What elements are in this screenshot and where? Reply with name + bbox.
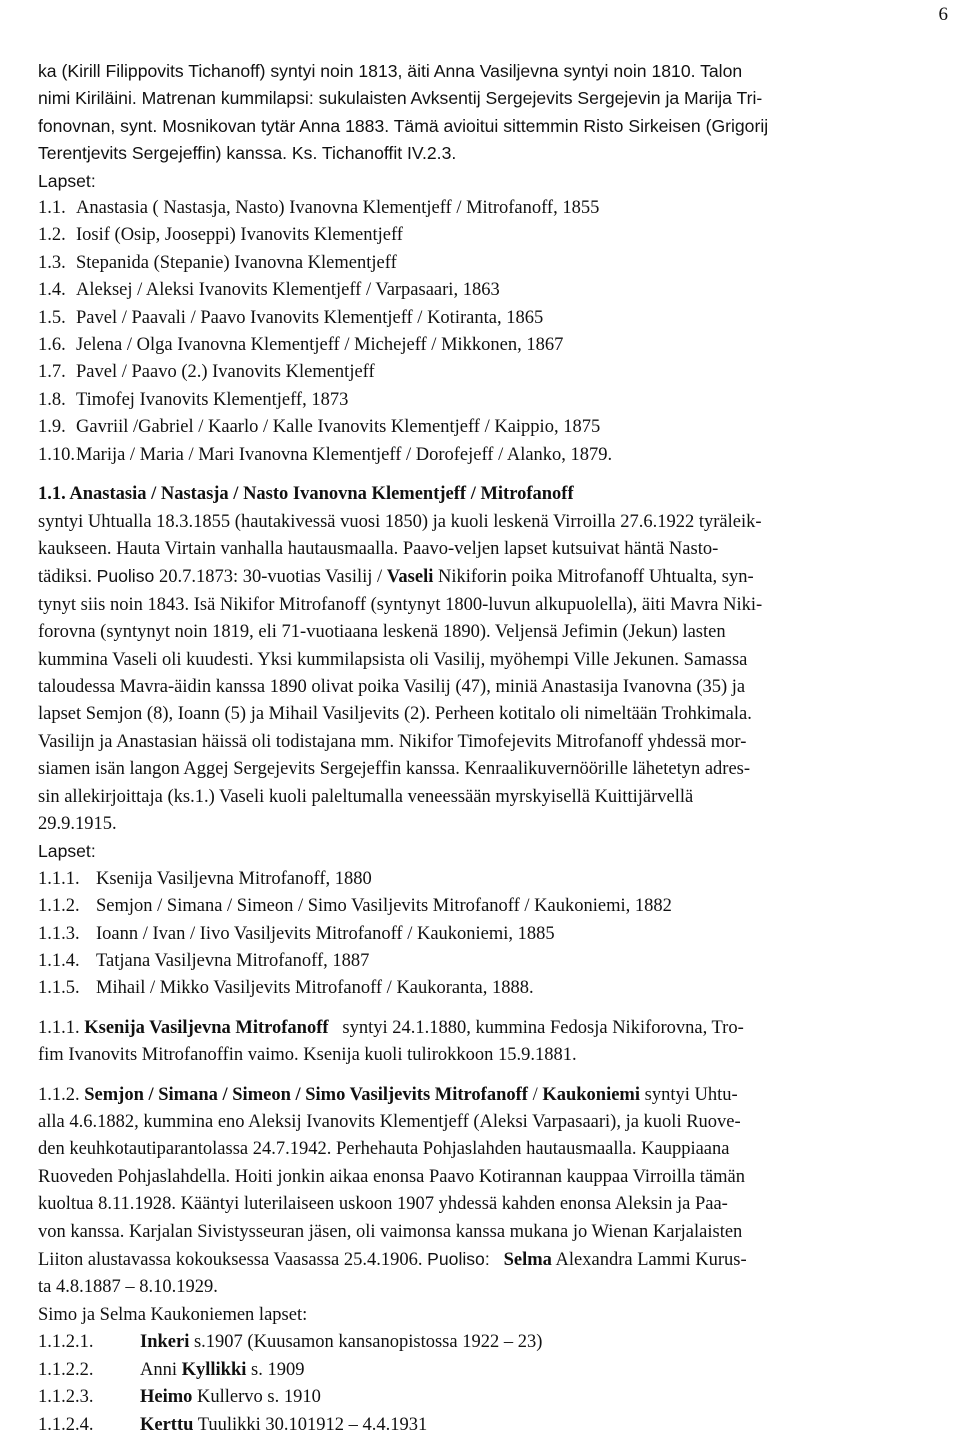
entry-text: syntyi 24.1.1880, kummina Fedosja Nikiforovna, Tro- [328,1017,744,1038]
item-text: Stepanida (Stepanie) Ivanovna Klementjeff [76,252,397,273]
item-text: Pavel / Paavali / Paavo Ivanovits Klementjeff / Kotiranta, 1865 [76,307,544,328]
entry-heading-text: 1.1. Anastasia / Nastasja / Nasto Ivanovna Klementjeff / Mitrofanoff [38,484,574,505]
item-text: Anastasia ( Nastasja, Nasto) Ivanovna Klementjeff / Mitrofanoff, 1855 [76,198,600,219]
list-item [38,921,950,948]
list-item [38,1357,950,1384]
entry-line: 29.9.1915. [38,813,117,834]
entry-line: siamen isän langon Aggej Sergejevits Sergejeffin kanssa. Kenraalikuvernöörille lähetetyn adres- [38,759,751,780]
person-name: Kyllikki [181,1359,247,1380]
item-text [140,1412,427,1439]
entry-line: kaukseen. Hauta Virtain vanhalla hautausmaalla. Paavo-veljen lapset kutsuivat häntä Nasto- [38,538,719,559]
intro-line: fonovnan, synt. Mosnikovan tytär Anna 1883. Tämä avioitui sittemmin Risto Sirkeisen (Grigorij [38,115,769,136]
list-item [38,442,950,469]
item-text: Marija / Maria / Mari Ivanovna Klementjeff / Dorofejeff / Alanko, 1879. [76,444,613,465]
item-text: Iosif (Osip, Jooseppi) Ivanovits Klementjeff [76,225,403,246]
list-item [38,305,950,332]
list-item [38,414,950,441]
spouse-name: Vaseli [386,567,434,588]
entry-number: 1.1.2. [38,1084,80,1105]
entry-line: kummina Vaseli oli kuudesti. Yksi kummilapsista oli Vasilij, myöhempi Ville Jekunen. Samassa [38,649,748,670]
intro-paragraph [38,58,950,195]
person-name: Kerttu [140,1414,194,1435]
item-text: Ioann / Ivan / Iivo Vasiljevits Mitrofanoff / Kaukoniemi, 1885 [96,923,555,944]
item-detail: Tuulikki 30.101912 – 4.4.1931 [193,1414,428,1435]
list-item [38,1412,950,1439]
item-text: Jelena / Olga Ivanovna Klementjeff / Michejeff / Mikkonen, 1867 [76,335,564,356]
entry-1-1-1 [38,1015,950,1070]
item-text: Gavriil /Gabriel / Kaarlo / Kalle Ivanovits Klementjeff / Kaippio, 1875 [76,417,601,438]
intro-line: Terentjevits Sergejeffin) kanssa. Ks. Tichanoffit IV.2.3. [38,143,457,164]
entry-line: tynyt siis noin 1843. Isä Nikifor Mitrofanoff (syntynyt 1800-luvun alkupuolella), äiti Mavra Niki- [38,594,763,615]
item-text: Tatjana Vasiljevna Mitrofanoff, 1887 [96,951,370,971]
item-number: 1.1.4. [38,951,80,971]
item-text: Mihail / Mikko Vasiljevits Mitrofanoff / Kaukoranta, 1888. [96,978,534,999]
entry-1-1 [38,481,950,1003]
item-text [140,1357,304,1384]
entry-line: den keuhkotautiparantolassa 24.7.1942. Perhehauta Pohjaslahden hautausmaalla. Kauppiaana [38,1139,730,1160]
entry-line [38,563,950,591]
list-item [38,359,950,386]
entry-line [38,1246,950,1274]
list-item [38,1384,950,1411]
spouse-name: Selma [503,1250,552,1271]
item-text [140,1384,321,1411]
item-number: 1.1.2.3. [38,1387,94,1408]
list-item [38,250,950,277]
person-name: Heimo [140,1387,193,1408]
item-text: Aleksej / Aleksi Ivanovits Klementjeff / Varpasaari, 1863 [76,280,500,301]
entry-line: kuoltua 8.11.1928. Kääntyi luterilaiseen uskoon 1907 yhdessä kahden enonsa Aleksin ja Paa- [38,1194,728,1215]
item-number: 1.1.5. [38,978,80,999]
person-name: Semjon / Simana / Simeon / Simo Vasiljevits Mitrofanoff [84,1084,528,1105]
list-item [38,387,950,414]
spouse-label: Puoliso: [427,1249,490,1270]
entry-line [38,1082,950,1109]
list-item [38,948,950,975]
item-number: 1.9. [38,417,66,438]
item-number: 1.1.2.4. [38,1414,94,1435]
document-body [38,58,950,1439]
entry-heading [38,481,950,508]
entry-text: tädiksi. [38,567,92,588]
spouse-label: Puoliso [96,566,155,587]
item-number: 1.10. [38,444,75,465]
item-detail: Anni [140,1359,182,1380]
entry-text: Nikiforin poika Mitrofanoff Uhtualta, syn- [433,567,754,588]
item-text: Pavel / Paavo (2.) Ivanovits Klementjeff [76,362,375,383]
item-detail: Kullervo s. 1910 [192,1387,321,1408]
item-number: 1.7. [38,362,66,383]
entry-line: sin allekirjoittaja (ks.1.) Vaseli kuoli paleltumalla veneessään myrskyisellä Kuittijärvellä [38,786,694,807]
entry-number: 1.1.1. [38,1017,80,1038]
item-number: 1.4. [38,280,66,301]
item-detail: s.1907 (Kuusamon kansanopistossa 1922 – 23) [189,1332,543,1353]
entry-line: alla 4.6.1882, kummina eno Aleksij Ivanovits Klementjeff (Aleksi Varpasaari), ja kuoli Ruove- [38,1112,741,1133]
entry-text: 20.7.1873: 30-vuotias Vasilij / [154,567,387,588]
entry-text: syntyi Uhtu- [640,1084,738,1105]
entry-text: / [527,1084,543,1105]
item-number: 1.3. [38,252,66,273]
list-item [38,1329,950,1356]
item-text: Timofej Ivanovits Klementjeff, 1873 [76,389,349,410]
item-detail: s. 1909 [246,1359,305,1380]
list-item [38,975,950,1002]
item-number: 1.1.2. [38,896,80,917]
list-item [38,866,950,893]
lapset-label: Lapset: [38,170,96,191]
entry-text: Alexandra Lammi Kurus- [551,1250,747,1271]
item-number: 1.1.2.2. [38,1359,94,1380]
entry-text: Liiton alustavassa kokouksessa Vaasassa 25.4.1906. [38,1250,423,1271]
entry-1-1-2 [38,1082,950,1439]
intro-line: nimi Kiriläini. Matrenan kummilapsi: sukulaisten Avksentij Sergejevits Sergejevin ja Marija Tri- [38,88,763,109]
person-name: Ksenija Vasiljevna Mitrofanoff [84,1017,329,1038]
entry-line: syntyi Uhtualla 18.3.1855 (hautakivessä vuosi 1850) ja kuoli leskenä Virroilla 27.6.1922 tyräleik- [38,511,762,532]
list-item [38,222,950,249]
person-surname: Kaukoniemi [542,1084,640,1105]
page-number: 6 [938,4,948,25]
grandchildren-list [38,866,950,1003]
entry-line: forovna (syntynyt noin 1819, eli 71-vuotiaana leskenä 1890). Veljensä Jefimin (Jekun) lasten [38,622,726,643]
item-number: 1.1.3. [38,923,80,944]
person-name: Inkeri [140,1332,190,1353]
entry-line: fim Ivanovits Mitrofanoffin vaimo. Ksenija kuoli tulirokkoon 15.9.1881. [38,1045,577,1066]
entry-line [38,1015,950,1042]
entry-line: von kanssa. Karjalan Sivistysseuran jäsen, oli vaimonsa kanssa mukana jo Wienan Karjalaisten [38,1221,743,1242]
item-text: Ksenija Vasiljevna Mitrofanoff, 1880 [96,868,372,889]
list-item [38,277,950,304]
item-text [140,1329,542,1356]
item-number: 1.1. [38,198,66,219]
item-number: 1.5. [38,307,66,328]
children-list [38,195,950,469]
lapset-label: Lapset: [38,841,96,862]
intro-line: ka (Kirill Filippovits Tichanoff) syntyi noin 1813, äiti Anna Vasiljevna syntyi noin 1810. Talon [38,61,743,81]
item-number: 1.2. [38,225,66,246]
item-number: 1.1.2.1. [38,1332,94,1353]
list-item [38,893,950,920]
entry-line: lapset Semjon (8), Ioann (5) ja Mihail Vasiljevits (2). Perheen kotitalo oli nimeltään Trohkimala. [38,704,752,725]
entry-line: taloudessa Mavra-äidin kanssa 1890 olivat poika Vasilij (47), miniä Anastasija Ivanovna (35) ja [38,676,746,697]
entry-line: Vasilijn ja Anastasian häissä oli todistajana mm. Nikifor Timofejevits Mitrofanoff yhdessä mor- [38,731,747,752]
item-text: Semjon / Simana / Simeon / Simo Vasiljevits Mitrofanoff / Kaukoniemi, 1882 [96,896,672,917]
entry-line: ta 4.8.1887 – 8.10.1929. [38,1277,218,1298]
list-item [38,195,950,222]
item-number: 1.8. [38,389,66,410]
children-label: Simo ja Selma Kaukoniemen lapset: [38,1304,308,1325]
entry-line: Ruoveden Pohjaslahdella. Hoiti jonkin aikaa enonsa Paavo Kotirannan kauppaa Virroilla tämän [38,1166,746,1187]
item-number: 1.1.1. [38,868,80,889]
great-grandchildren-list [38,1329,950,1439]
list-item [38,332,950,359]
item-number: 1.6. [38,335,66,356]
